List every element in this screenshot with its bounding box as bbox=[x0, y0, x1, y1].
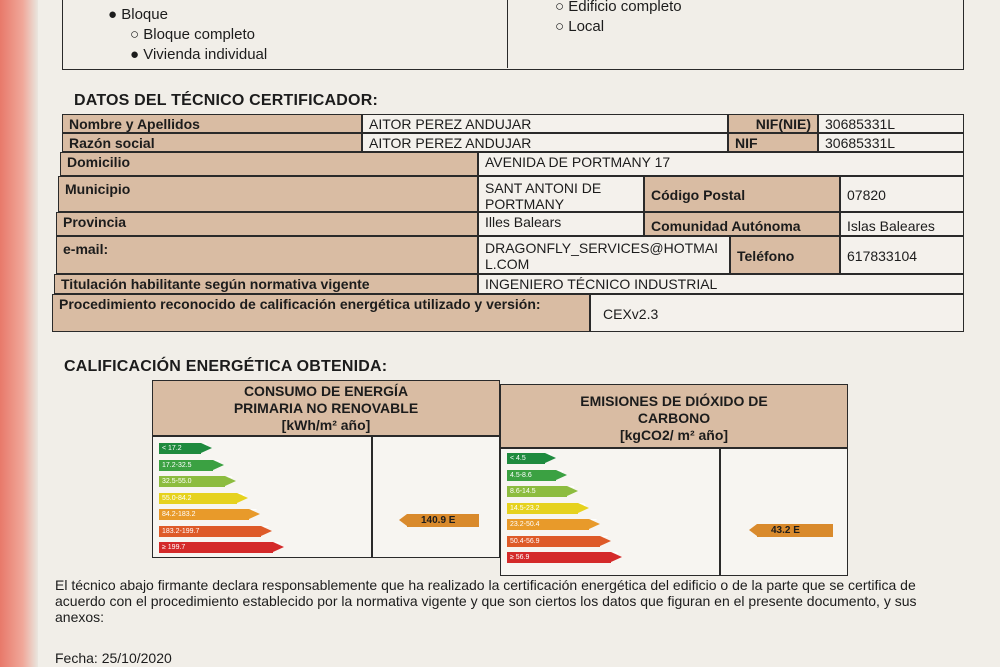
value-telefono: 617833104 bbox=[840, 236, 964, 274]
emisiones-bar-letter: C bbox=[567, 485, 575, 496]
value-codigo-postal: 07820 bbox=[840, 176, 964, 212]
value-provincia: Illes Balears bbox=[478, 212, 644, 236]
emisiones-scale-panel bbox=[500, 448, 720, 576]
page-edge bbox=[0, 0, 38, 667]
emisiones-result-panel bbox=[720, 448, 848, 576]
label-nif-nie: NIF(NIE) bbox=[728, 114, 818, 133]
label-telefono: Teléfono bbox=[730, 236, 840, 274]
consumo-bar-range: 55.0-84.2 bbox=[162, 494, 192, 502]
emisiones-bar-letter: D bbox=[578, 501, 586, 513]
label-procedimiento: Procedimiento reconocido de calificación energética utilizado y versión: bbox=[52, 294, 590, 332]
value-titulacion: INGENIERO TÉCNICO INDUSTRIAL bbox=[478, 274, 964, 294]
consumo-bar-range: 84.2-183.2 bbox=[162, 511, 196, 518]
emisiones-unit: [kgCO2/ m² año] bbox=[619, 427, 729, 443]
consumo-bar-a bbox=[159, 442, 209, 454]
label-comunidad-autonoma: Comunidad Autónoma bbox=[644, 212, 840, 236]
consumo-result: 140.9 E bbox=[407, 514, 479, 527]
fecha-value: 25/10/2020 bbox=[101, 650, 172, 666]
label-nombre: Nombre y Apellidos bbox=[62, 114, 362, 133]
consumo-title-1: CONSUMO DE ENERGÍA bbox=[243, 383, 409, 399]
option-edificio-completo: ○ Edificio completo bbox=[555, 0, 682, 15]
value-comunidad-autonoma: Islas Baleares bbox=[840, 212, 964, 236]
label-nif: NIF bbox=[728, 133, 818, 152]
value-domicilio: AVENIDA DE PORTMANY 17 bbox=[478, 152, 964, 176]
value-municipio: SANT ANTONI DE PORTMANY bbox=[478, 176, 644, 212]
emisiones-bar-e bbox=[507, 518, 597, 530]
emisiones-result: 43.2 E bbox=[757, 524, 833, 537]
label-domicilio: Domicilio bbox=[60, 152, 478, 176]
emisiones-bar-d bbox=[507, 501, 586, 514]
emisiones-bar-letter: E bbox=[590, 518, 597, 529]
tech-section-title: DATOS DEL TÉCNICO CERTIFICADOR: bbox=[74, 92, 378, 109]
consumo-unit: [kWh/m² año] bbox=[281, 417, 371, 433]
energy-rating bbox=[152, 380, 848, 578]
emisiones-bar-range: < 4.5 bbox=[510, 455, 526, 462]
emisiones-bar-c bbox=[507, 485, 575, 497]
label-titulacion: Titulación habilitante según normativa vigente bbox=[54, 274, 478, 294]
emisiones-bar-b bbox=[507, 468, 564, 481]
consumo-bar-letter: B bbox=[213, 458, 221, 470]
value-nif: 30685331L bbox=[818, 133, 964, 152]
label-email: e-mail: bbox=[56, 236, 478, 274]
option-local: ○ Local bbox=[555, 18, 605, 35]
consumo-bar-range: 183.2-199.7 bbox=[162, 527, 200, 535]
emisiones-title-1: EMISIONES DE DIÓXIDO DE bbox=[580, 393, 768, 409]
value-razon-social: AITOR PEREZ ANDUJAR bbox=[362, 133, 728, 152]
consumo-bar-range: ≥ 199.7 bbox=[162, 544, 186, 551]
consumo-bar-b bbox=[159, 458, 221, 471]
fecha-line bbox=[55, 650, 172, 666]
consumo-bar-letter: A bbox=[201, 442, 209, 453]
emisiones-bar-letter: F bbox=[601, 534, 608, 546]
option-bloque-completo: ○ Bloque completo bbox=[130, 26, 255, 43]
emisiones-header bbox=[500, 384, 848, 448]
value-procedimiento: CEXv2.3 bbox=[590, 294, 964, 332]
label-razon-social: Razón social bbox=[62, 133, 362, 152]
consumo-bar-letter: E bbox=[250, 508, 257, 519]
consumo-bar-range: 17.2-32.5 bbox=[162, 461, 192, 469]
consumo-bar-letter: D bbox=[237, 491, 245, 503]
consumo-bar-letter: F bbox=[262, 524, 269, 536]
emisiones-bar-range: 50.4-56.9 bbox=[510, 537, 540, 545]
consumo-scale-panel bbox=[152, 436, 372, 558]
consumo-bar-c bbox=[159, 475, 233, 487]
option-bloque: ● Bloque bbox=[108, 6, 168, 23]
emisiones-bar-f bbox=[507, 534, 608, 547]
fecha-label: Fecha: bbox=[55, 650, 98, 666]
emisiones-bar-g bbox=[507, 551, 619, 563]
consumo-bar-g bbox=[159, 541, 281, 553]
value-email: DRAGONFLY_SERVICES@HOTMAIL.COM bbox=[478, 236, 730, 274]
emisiones-bar-letter: A bbox=[545, 452, 553, 463]
emisiones-bar-a bbox=[507, 452, 553, 464]
emisiones-bar-range: ≥ 56.9 bbox=[510, 554, 530, 561]
consumo-bar-f bbox=[159, 524, 269, 537]
value-nif-nie: 30685331L bbox=[818, 114, 964, 133]
emisiones-title-2: CARBONO bbox=[637, 410, 711, 426]
consumo-bar-range: < 17.2 bbox=[162, 445, 182, 452]
rating-section-title: CALIFICACIÓN ENERGÉTICA OBTENIDA: bbox=[64, 358, 388, 375]
emisiones-bar-range: 23.2-50.4 bbox=[510, 521, 540, 528]
consumo-bar-range: 32.5-55.0 bbox=[162, 478, 192, 485]
emisiones-bar-range: 4.5-8.6 bbox=[510, 471, 532, 479]
emisiones-bar-letter: B bbox=[556, 468, 564, 480]
consumo-title-2: PRIMARIA NO RENOVABLE bbox=[233, 400, 419, 416]
declaration-paragraph: El técnico abajo firmante declara responsablemente que ha realizado la certificación energética del edificio o de la parte que se certifica de acuerdo con el procedimiento establecido por la normativa vigente y que son ciertos los datos que figuran en el presente documento, y sus anexos: bbox=[55, 577, 917, 625]
technician-table bbox=[52, 114, 964, 348]
consumo-bar-letter: C bbox=[225, 475, 233, 486]
emisiones-bar-range: 8.6-14.5 bbox=[510, 488, 536, 495]
consumo-bar-d bbox=[159, 491, 245, 504]
option-vivienda-individual: ● Vivienda individual bbox=[130, 46, 268, 63]
label-codigo-postal: Código Postal bbox=[644, 176, 840, 212]
box-divider bbox=[507, 0, 508, 68]
label-municipio: Municipio bbox=[58, 176, 478, 212]
consumo-bar-e bbox=[159, 508, 257, 520]
emisiones-bar-letter: G bbox=[611, 551, 619, 562]
emisiones-bar-range: 14.5-23.2 bbox=[510, 504, 540, 512]
consumo-header bbox=[152, 380, 500, 436]
value-nombre: AITOR PEREZ ANDUJAR bbox=[362, 114, 728, 133]
consumo-result-panel bbox=[372, 436, 500, 558]
consumo-bar-letter: G bbox=[273, 541, 281, 552]
label-provincia: Provincia bbox=[56, 212, 478, 236]
